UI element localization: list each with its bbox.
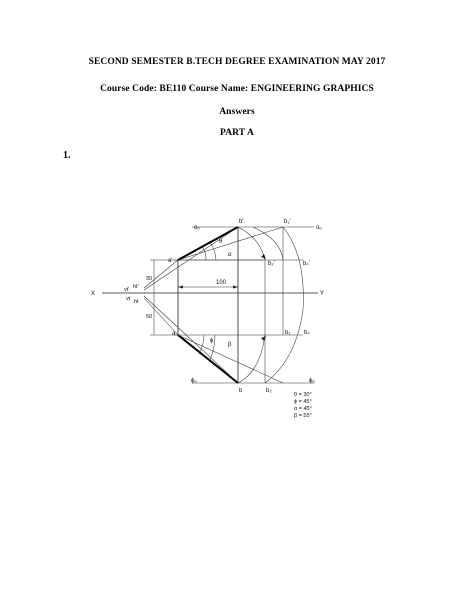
label-dim-50: 50 [146,314,153,320]
dim-arrow-right [233,286,238,289]
label-ht-prime: ht' [133,284,139,290]
label-o-top-right: oₒ [316,225,322,231]
label-y: Y [320,291,325,297]
result-alpha: α = 45° [294,406,312,412]
label-b2-prime: b₂' [268,261,275,267]
label-dim-30: 30 [146,276,153,282]
dim-arrow-left [178,286,183,289]
label-b0-prime: b₀' [303,261,310,267]
label-a-prime: a' [168,258,173,264]
label-vt-prime: vt' [124,287,130,293]
result-phi: ϕ = 45° [294,399,312,405]
label-phi: ϕ [210,338,214,344]
label-ht: ht [134,299,139,305]
label-b1: b₁ [285,330,291,336]
label-beta: β [228,342,232,348]
projection-drawing [88,210,340,432]
label-a: a [172,331,176,337]
result-beta: β = 55° [294,413,312,419]
label-o-top-left: oₒ [194,225,200,231]
arrow-mark-top [261,254,266,259]
course-info: Course Code: BE110 Course Name: ENGINEERING GRAPHICS [100,84,374,94]
label-theta: θ [219,239,223,245]
label-b1-prime: b₁' [284,219,291,225]
label-vt: vt [126,296,131,302]
arc-b [238,335,265,383]
label-b-prime: b' [239,219,244,225]
question-number: 1. [63,150,71,161]
exam-title: SECOND SEMESTER B.TECH DEGREE EXAMINATION MAY 2017 [88,57,386,67]
arc-large-right [265,227,303,383]
label-dim-100: 100 [216,280,227,286]
part-a-heading: PART A [220,128,254,138]
label-alpha: α [228,252,232,258]
label-b: b [239,388,243,394]
label-phi-left: ϕₒ [191,378,197,384]
label-phi-right: ϕₒ [309,378,315,384]
arc-b-prime [238,227,265,260]
label-b2: b₂ [266,388,272,394]
result-theta: θ = 30° [294,392,312,398]
answers-heading: Answers [219,107,255,117]
label-b0: b₀ [304,330,310,336]
label-x: X [91,291,96,297]
trace-line-lower [144,296,238,383]
vt-line [144,260,178,288]
